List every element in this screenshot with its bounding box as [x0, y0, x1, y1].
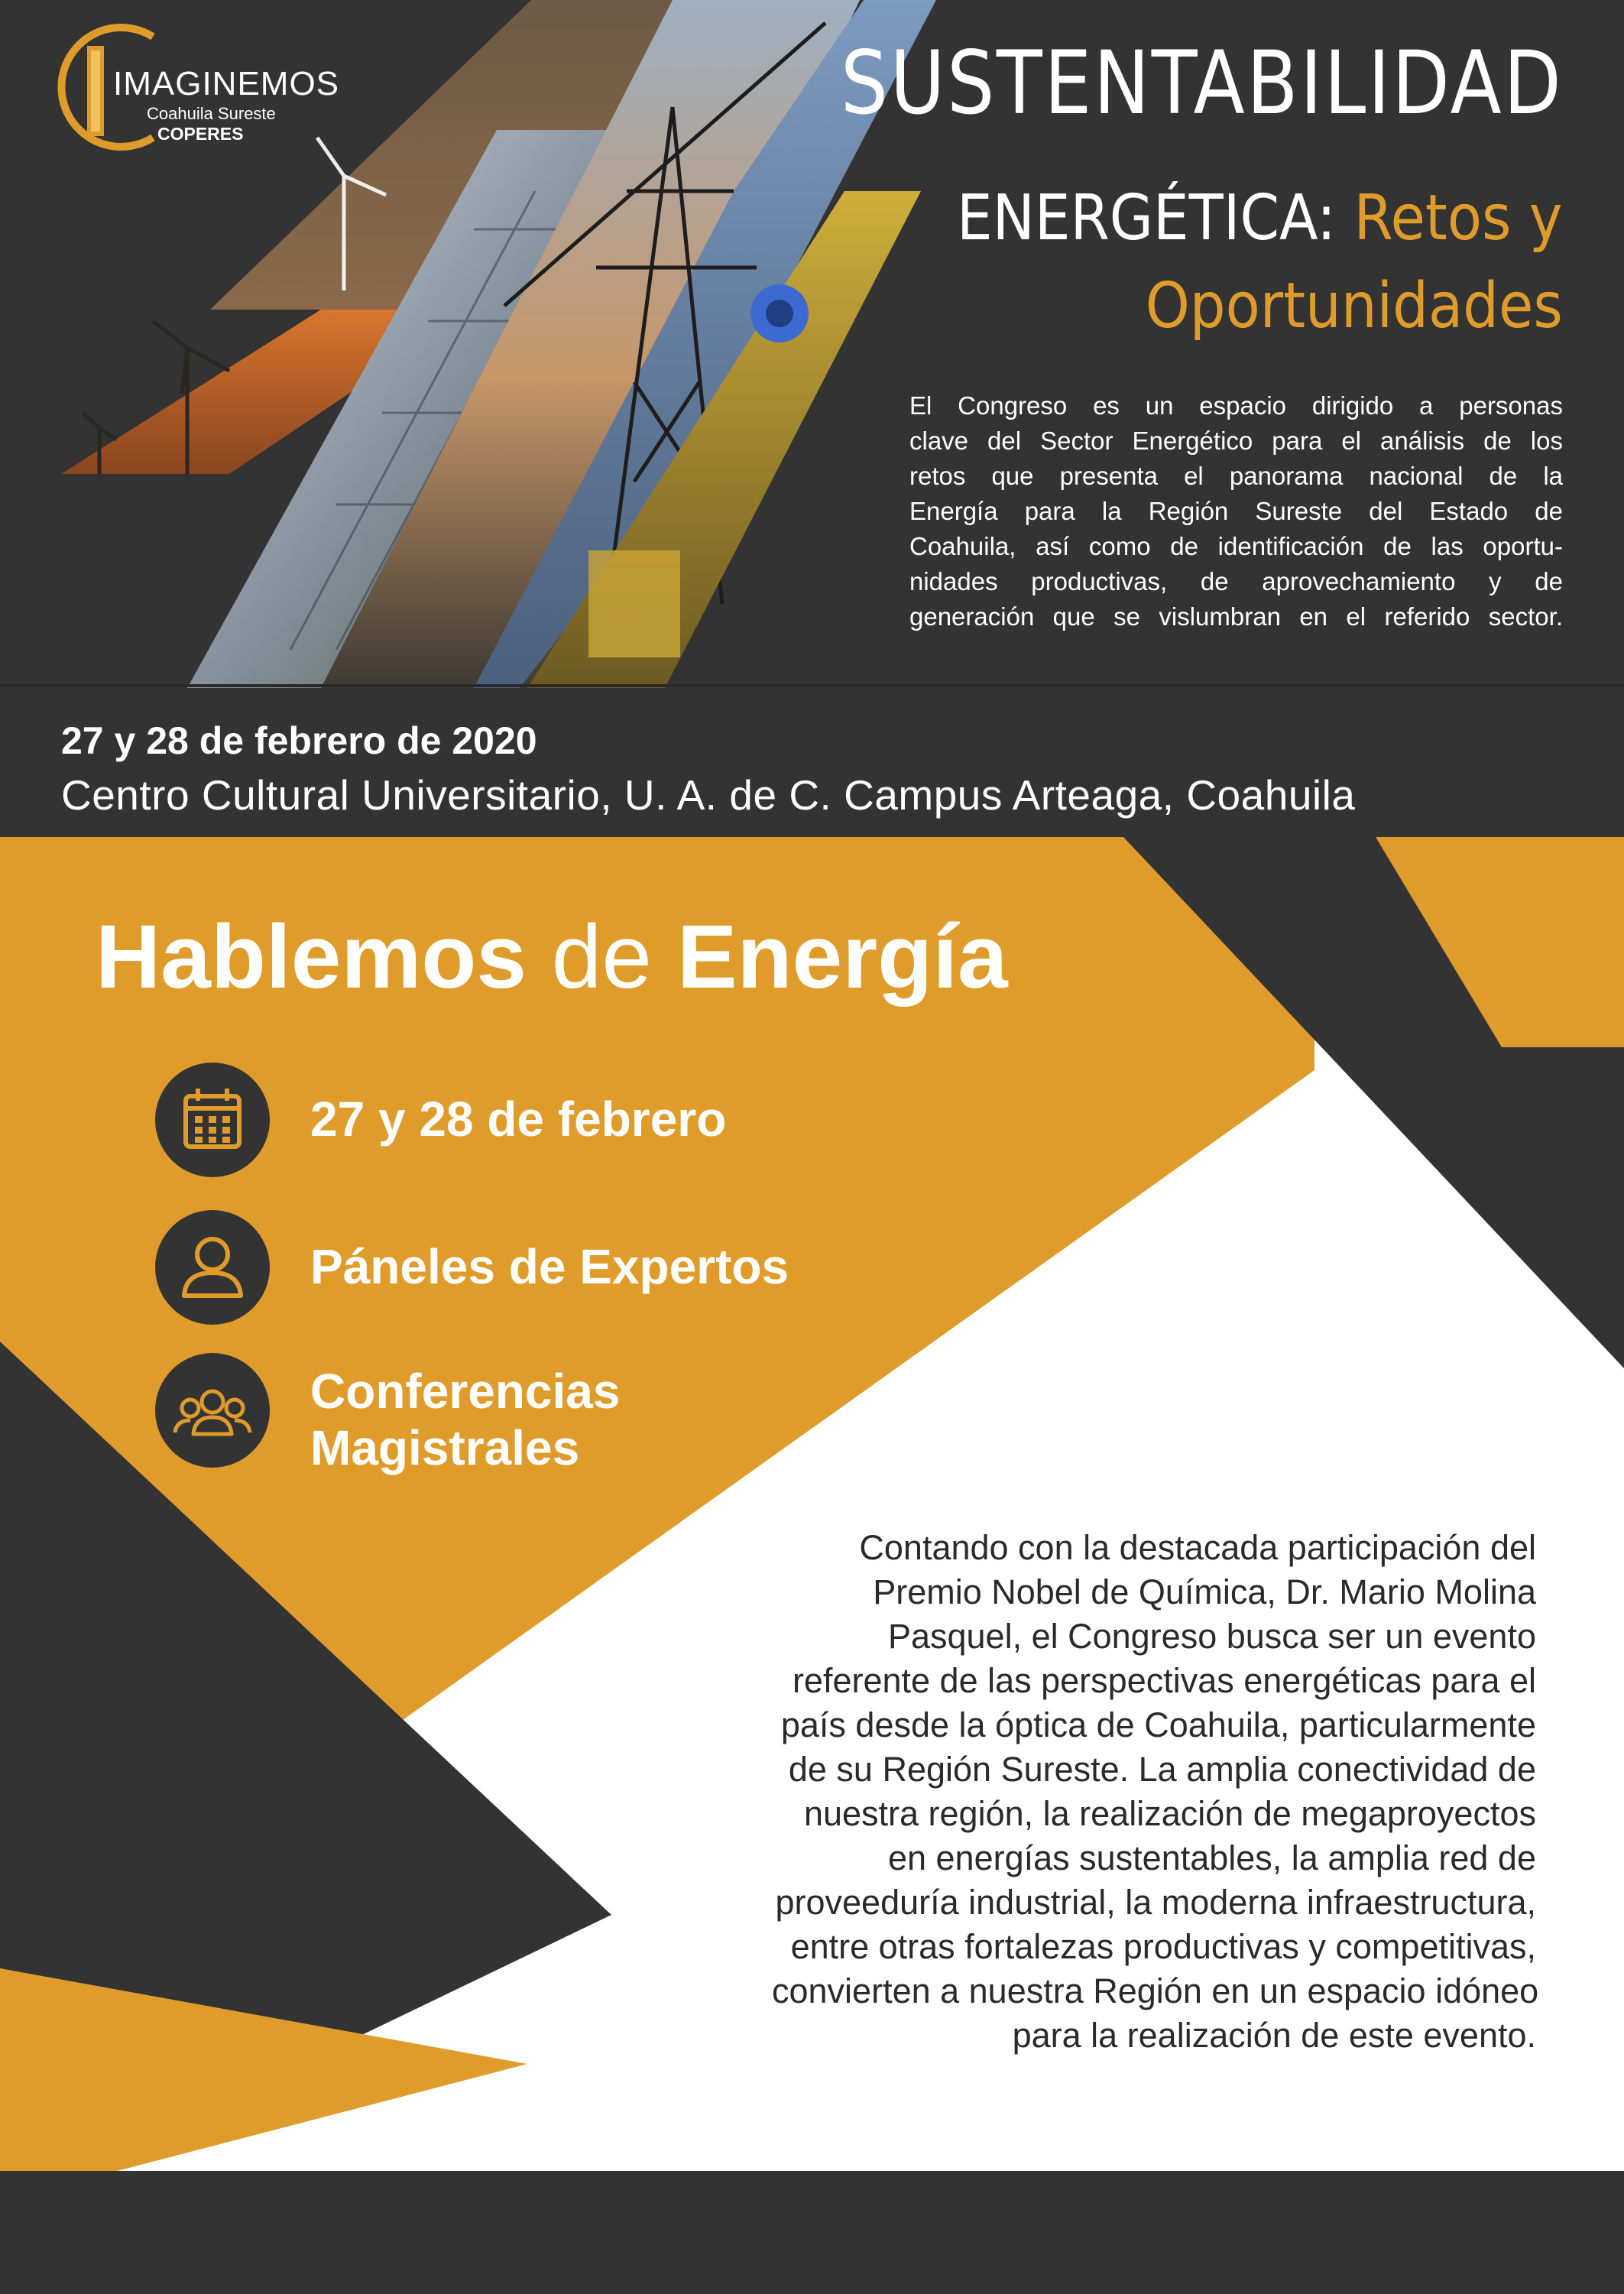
logo — [23, 23, 340, 153]
calendar-icon — [155, 1063, 270, 1177]
feature-conferences-line-2: Magistrales — [310, 1420, 580, 1475]
feature-conferences — [310, 1363, 620, 1476]
intro-line: El Congreso es un espacio dirigido a personas — [909, 391, 1563, 420]
feature-panels: Páneles de Expertos — [310, 1239, 789, 1294]
title-line-2 — [957, 182, 1563, 255]
event-date: 27 y 28 de febrero de 2020 — [61, 719, 537, 762]
body-line: proveeduría industrial, la moderna infraestructura, — [775, 1883, 1536, 1922]
body-line: de su Región Sureste. La amplia conectividad de — [788, 1750, 1536, 1789]
body-line: Pasquel, el Congreso busca ser un evento — [887, 1617, 1536, 1656]
heading-part-3: Energía — [676, 907, 1008, 1007]
logo-org: COPERES — [157, 124, 244, 144]
body-line: nuestra región, la realización de megaproyectos — [803, 1794, 1536, 1833]
body-line: convierten a nuestra Región en un espacio idóneo — [772, 1971, 1539, 2010]
body-line: referente de las perspectivas energéticas para el — [792, 1661, 1536, 1700]
logo-subtitle: Coahuila Sureste — [147, 104, 276, 123]
main-heading — [96, 907, 1008, 1007]
heading-part-2: de — [551, 907, 653, 1007]
feature-dates: 27 y 28 de febrero — [310, 1092, 727, 1147]
intro-paragraph — [909, 388, 1563, 634]
intro-line: retos que presenta el panorama nacional de la — [909, 462, 1563, 490]
intro-line: generación que se vislumbran en el referido sector. — [909, 602, 1563, 631]
users-group-icon — [155, 1353, 270, 1468]
title-line-1: SUSTENTABILIDAD — [840, 32, 1563, 134]
intro-line: Coahuila, así como de identificación de las oportu- — [909, 532, 1563, 560]
title-line-2-main: ENERGÉTICA: — [957, 182, 1337, 255]
logo-name: IMAGINEMOS — [113, 65, 340, 102]
intro-line: clave del Sector Energético para el análisis de los — [909, 427, 1563, 455]
event-venue: Centro Cultural Universitario, U. A. de C. Campus Arteaga, Coahuila — [61, 771, 1356, 819]
body-line: país desde la óptica de Coahuila, particularmente — [780, 1705, 1536, 1744]
body-line: entre otras fortalezas productivas y competitivas, — [790, 1927, 1536, 1966]
title-line-3: Oportunidades — [1145, 270, 1563, 342]
body-line: en energías sustentables, la amplia red de — [887, 1838, 1536, 1877]
intro-line: Energía para la Región Sureste del Estado de — [909, 497, 1563, 525]
feature-conferences-line-1: Conferencias — [310, 1364, 621, 1419]
heading-part-1: Hablemos — [96, 907, 527, 1007]
user-icon — [155, 1210, 270, 1325]
body-paragraph — [772, 1526, 1539, 2058]
title-line-2-accent: Retos y — [1353, 182, 1563, 255]
body-line: Contando con la destacada participación del — [859, 1528, 1536, 1567]
bottom-band — [0, 2171, 1624, 2294]
intro-line: nidades productivas, de aprovechamiento y de — [909, 567, 1563, 595]
body-line: para la realización de este evento. — [1012, 2016, 1536, 2055]
body-line: Premio Nobel de Química, Dr. Mario Molina — [873, 1572, 1536, 1611]
